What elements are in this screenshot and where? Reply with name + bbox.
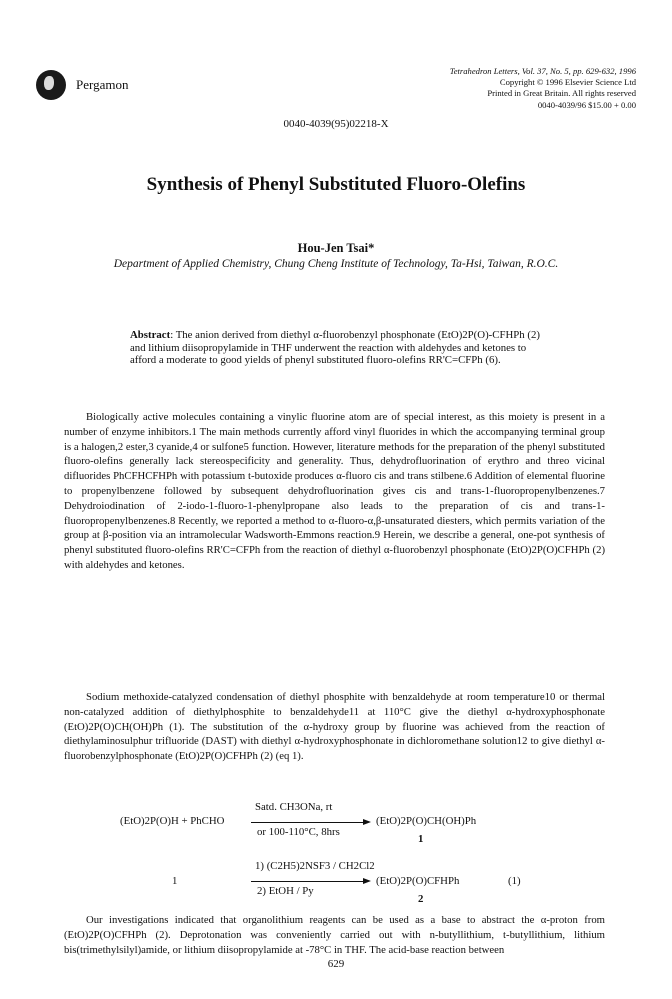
abstract-label: Abstract bbox=[130, 329, 171, 341]
journal-citation: Tetrahedron Letters, Vol. 37, No. 5, pp. 629-632, 1996 bbox=[449, 66, 636, 76]
body-paragraph-3 bbox=[64, 913, 605, 957]
reaction1-compound-number: 1 bbox=[418, 833, 424, 845]
paragraph-text: Biologically active molecules containing a vinylic fluorine atom are of special interest, as this moiety is present in a number of enzyme inhibitors.1 The main methods currently afford vinyl fluorides in which the accompanying terminal group is a halogen,2 ester,3 cyanide,4 or sulfone5 function. However, literature methods for the preparation of the phenyl substituted fluoro-olefins generally lack stereospecificity and generality. Thus, dehydrofluorination of erythro and threo vicinal difluorides PhCFHCFHPh with potassium t-butoxide produces α-fluoro cis and trans stilbene.6 Addition of elemental fluorine to propenylbenzene followed by subsequent dehydrofluorination gives cis and trans-1-fluoropropenylbenzenes.7 Dehydroiodination of 2-iodo-1-fluoro-1-phenylpropane also leads to the preparation of cis and trans-1-fluoropropenylbenzenes.8 Recently, we reported a method to α-fluoro-α,β-unsaturated diesters, which permits variation of the group at β-position via an intramolecular Wadsworth-Emmons reaction.9 Herein, we describe a general, one-pot synthesis of phenyl substituted fluoro-olefins RR'C=CFPh from the reaction of diethyl α-fluorobenzyl phosphonate (EtO)2P(O)CFHPh (2) with aldehydes and ketones. bbox=[64, 411, 605, 571]
paragraph-text: Our investigations indicated that organolithium reagents can be used as a base to abstract the α-proton from (EtO)2P(O)CFHPh (2). Deprotonation was conveniently carried out with n-butyllithium, t-butyllithium, lithium bis(trimethylsilyl)amide, or lithium diisopropylamide at -78°C in THF. The acid-base reaction between bbox=[64, 914, 605, 956]
paragraph-text: Sodium methoxide-catalyzed condensation of diethyl phosphite with benzaldehyde at room temperature10 or thermal non-catalyzed addition of diethylphosphite to benzaldehyde11 at 110°C give the diethyl α-hydroxyphosphonate (EtO)2P(O)CH(OH)Ph (1). The substitution of the α-hydroxy group by fluorine was achieved from the reaction of diethylaminosulphur trifluoride (DAST) with diethyl α-hydroxyphosphonate in dichloromethane solution12 to give diethyl α-fluorobenzylphosphonate (EtO)2P(O)CFHPh (2) (eq 1). bbox=[64, 691, 605, 763]
reaction1-condition-above: Satd. CH3ONa, rt bbox=[255, 801, 333, 813]
body-paragraph-1 bbox=[64, 410, 605, 573]
author-affiliation: Department of Applied Chemistry, Chung Cheng Institute of Technology, Ta-Hsi, Taiwan, R.O.C. bbox=[113, 258, 559, 270]
equation-label: (1) bbox=[508, 875, 521, 887]
reaction1-arrow bbox=[251, 822, 363, 823]
reaction2-reactant: 1 bbox=[172, 875, 178, 887]
reaction2-compound-number: 2 bbox=[418, 893, 424, 905]
journal-info bbox=[450, 66, 636, 111]
abstract-text: : The anion derived from diethyl α-fluorobenzyl phosphonate (EtO)2P(O)-CFHPh (2) and lithium diisopropylamide in THF underwent the reaction with aldehydes and ketones to afford a moderate to good yields of phenyl substituted fluoro-olefins RR'C=CFPh (6). bbox=[130, 329, 540, 367]
reaction2-condition-above: 1) (C2H5)2NSF3 / CH2Cl2 bbox=[255, 860, 375, 872]
publisher-name: Pergamon bbox=[76, 77, 129, 92]
journal-copyright: Copyright © 1996 Elsevier Science Ltd bbox=[499, 77, 636, 88]
journal-rights: Printed in Great Britain. All rights reserved bbox=[487, 88, 636, 99]
reaction1-arrowhead-icon bbox=[363, 819, 371, 825]
reaction2-arrowhead-icon bbox=[363, 878, 371, 884]
author-name: Hou-Jen Tsai* bbox=[297, 241, 375, 255]
journal-price: 0040-4039/96 $15.00 + 0.00 bbox=[537, 99, 636, 110]
doi-line: 0040-4039(95)02218-X bbox=[283, 118, 389, 130]
publisher-block bbox=[36, 70, 128, 100]
pergamon-logo-icon bbox=[36, 70, 66, 100]
paper-title: Synthesis of Phenyl Substituted Fluoro-Olefins bbox=[146, 174, 526, 195]
abstract bbox=[130, 329, 544, 367]
body-paragraph-2 bbox=[64, 690, 605, 764]
reaction2-arrow bbox=[251, 881, 363, 882]
reaction1-reactants: (EtO)2P(O)H + PhCHO bbox=[120, 815, 225, 827]
reaction1-product: (EtO)2P(O)CH(OH)Ph bbox=[376, 815, 477, 827]
reaction1-condition-below: or 100-110°C, 8hrs bbox=[257, 826, 340, 838]
reaction2-condition-below: 2) EtOH / Py bbox=[257, 885, 314, 897]
page-number: 629 bbox=[327, 958, 345, 970]
reaction2-product: (EtO)2P(O)CFHPh bbox=[376, 875, 460, 887]
